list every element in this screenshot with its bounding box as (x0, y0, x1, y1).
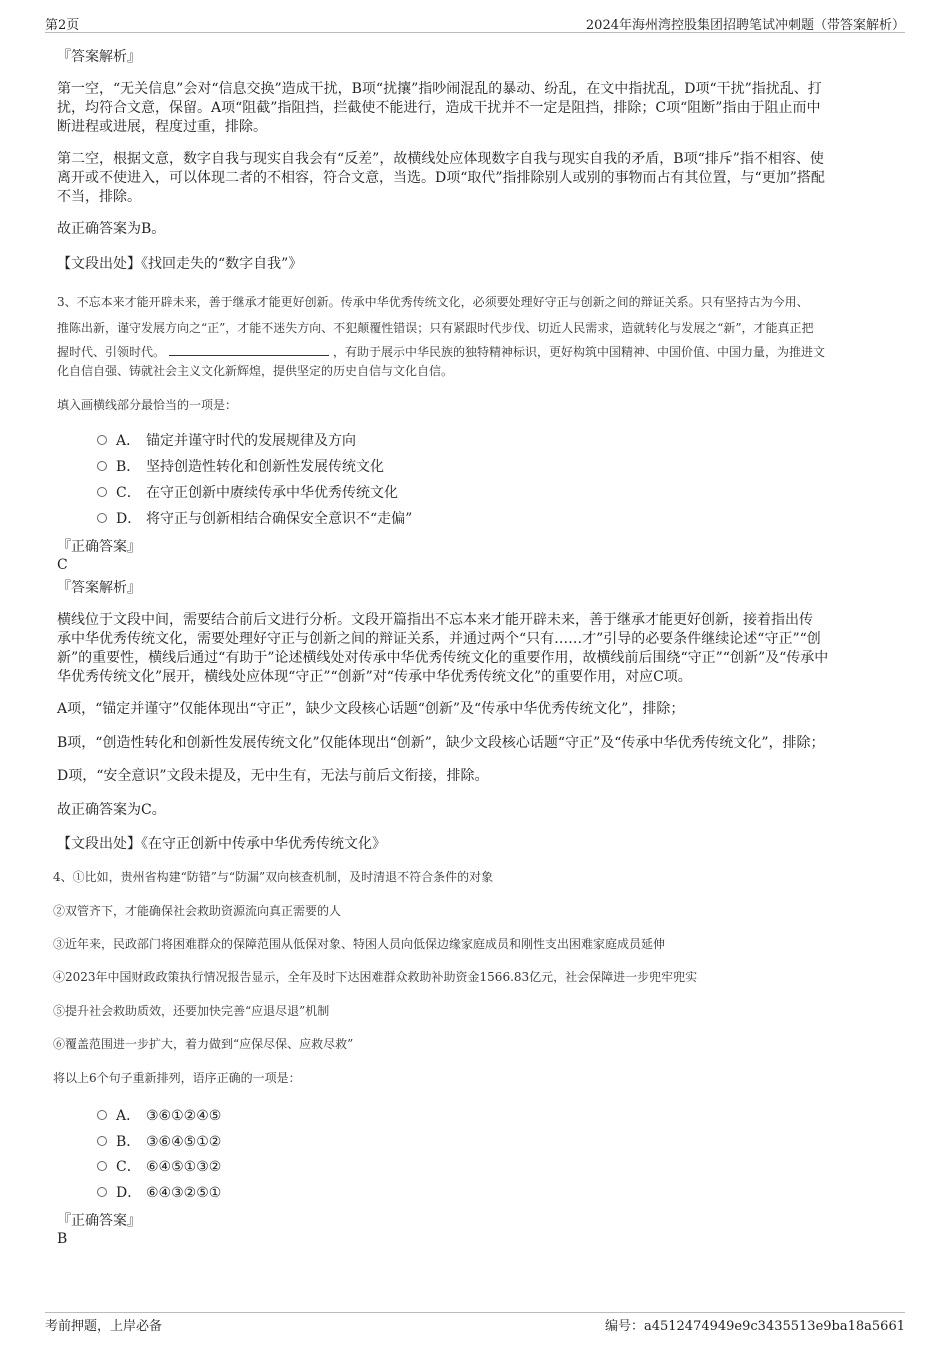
page-footer (45, 1312, 905, 1335)
radio-icon[interactable] (97, 461, 107, 471)
q4-sentence-4: ④2023年中国财政政策执行情况报告显示，全年及时下达困难群众救助补助资金1566.83亿元，社会保障进一步兜牢兜实 (53, 970, 698, 984)
q4-option-b[interactable]: B． ③⑥④⑤①② (97, 1133, 221, 1151)
q2-source: 【文段出处】《找回走失的“数字自我”》 (57, 256, 303, 272)
radio-icon[interactable] (97, 1110, 107, 1120)
radio-icon[interactable] (97, 513, 107, 523)
q3-note-b: B项，“创造性转化和创新性发展传统文化”仅能体现出“创新”，缺少文段核心话题“守正”及“传承中华优秀传统文化”，排除； (57, 735, 825, 751)
document-title: 2024年海州湾控股集团招聘笔试冲刺题（带答案解析） (585, 18, 905, 33)
q2-analysis-p2-line1: 第二空，根据文意，数字自我与现实自我会有“反差”，故横线处应体现数字自我与现实自我的矛盾，B项“排斥”指不相容、使 (57, 151, 824, 167)
q2-analysis-p2-line2: 离开或不使进入，可以体现二者的不相容，符合文意，当选。D项“取代”指排除别人或别的事物而占有其位置，与“更加”搭配 (57, 170, 825, 186)
page-number: 第2页 (45, 18, 80, 33)
fill-in-blank (169, 343, 329, 356)
q3-source: 【文段出处】《在守正创新中传承中华优秀传统文化》 (57, 836, 386, 852)
q2-analysis-p1-line2: 扰，均符合文意，保留。A项“阻截”指阻挡，拦截使不能进行，造成干扰并不一定是阻挡，排除；C项“阻断”指由于阻止而中 (57, 100, 821, 116)
q3-stem-line4: 化自信自强、铸就社会主义文化新辉煌，提供坚定的历史自信与文化自信。 (57, 364, 454, 378)
footer-slogan: 考前押题，上岸必备 (45, 1319, 163, 1334)
radio-icon[interactable] (97, 487, 107, 497)
q4-option-c[interactable]: C． ⑥④⑤①③② (97, 1158, 221, 1176)
q3-option-d[interactable]: D． 将守正与创新相结合确保安全意识不“走偏” (97, 510, 412, 528)
q3-conclusion: 故正确答案为C。 (57, 802, 166, 818)
q4-sentence-5: ⑤提升社会救助质效，还要加快完善“应退尽退”机制 (53, 1004, 330, 1018)
q3-analysis-line3: 新”的重要性，横线后通过“有助于”论述横线处对传承中华优秀传统文化的重要作用，故横线前后围绕“守正”“创新”及“传承中 (57, 650, 829, 666)
q3-option-c[interactable]: C． 在守正创新中赓续传承中华优秀传统文化 (97, 484, 398, 502)
q2-analysis-p1-line1: 第一空，“无关信息”会对“信息交换”造成干扰，B项“扰攘”指吵闹混乱的暴动、纷乱，在文中指扰乱，D项“干扰”指扰乱、打 (57, 81, 822, 97)
q4-option-d[interactable]: D． ⑥④③②⑤① (97, 1184, 221, 1202)
q4-sentence-1: 4、①比如，贵州省构建“防错”与“防漏”双向核查机制，及时清退不符合条件的对象 (53, 870, 494, 884)
q4-sentence-6: ⑥覆盖范围进一步扩大，着力做到“应保尽保、应救尽救” (53, 1037, 354, 1051)
q3-option-b[interactable]: B． 坚持创造性转化和创新性发展传统文化 (97, 458, 384, 476)
q2-conclusion: 故正确答案为B。 (57, 221, 166, 237)
radio-icon[interactable] (97, 1161, 107, 1171)
q3-note-a: A项，“锚定并谨守”仅能体现出“守正”，缺少文段核心话题“创新”及“传承中华优秀传统文化”，排除； (57, 701, 685, 717)
q4-option-a[interactable]: A． ③⑥①②④⑤ (97, 1107, 221, 1125)
q3-analysis-line1: 横线位于文段中间，需要结合前后文进行分析。文段开篇指出不忘本来才能开辟未来，善于继承才能更好创新，接着指出传 (57, 612, 813, 628)
q3-correct-answer: C (57, 557, 68, 573)
q3-stem-line3-start: 握时代、引领时代。 (57, 345, 166, 359)
q4-correct-answer: B (57, 1231, 68, 1247)
q3-correct-label: 『正确答案』 (57, 539, 141, 555)
radio-icon[interactable] (97, 1187, 107, 1197)
q2-analysis-p1-line3: 断进程或进展，程度过重，排除。 (57, 119, 267, 135)
q3-note-d: D项，“安全意识”文段未提及，无中生有，无法与前后文衔接，排除。 (57, 768, 489, 784)
q2-analysis-label: 『答案解析』 (57, 49, 141, 65)
q3-stem-line3 (57, 343, 825, 362)
q4-sentence-2: ②双管齐下，才能确保社会救助资源流向真正需要的人 (53, 904, 342, 918)
q3-analysis-line4: 华优秀传统文化”展开，横线处应体现“守正”“创新”对“传承中华优秀传统文化”的重要作用，对应C项。 (57, 669, 692, 685)
q4-correct-label: 『正确答案』 (57, 1213, 141, 1229)
q3-analysis-label: 『答案解析』 (57, 580, 141, 596)
q3-stem-line3-end: ，有助于展示中华民族的独特精神标识，更好构筑中国精神、中国价值、中国力量，为推进文 (333, 345, 826, 359)
radio-icon[interactable] (97, 1136, 107, 1146)
page-header (45, 12, 905, 33)
radio-icon[interactable] (97, 435, 107, 445)
q3-prompt: 填入画横线部分最恰当的一项是： (57, 398, 238, 412)
q3-option-a[interactable]: A． 锚定并谨守时代的发展规律及方向 (97, 432, 356, 450)
q3-analysis-line2: 承中华优秀传统文化，需要处理好守正与创新之间的辩证关系，并通过两个“只有……才”引导的必要条件继续论述“守正”“创 (57, 631, 821, 647)
document-id: 编号：a4512474949e9c3435513e9ba18a5661 (604, 1319, 905, 1334)
q2-analysis-p2-line3: 不当，排除。 (57, 189, 141, 205)
q4-prompt: 将以上6个句子重新排列，语序正确的一项是： (53, 1071, 301, 1085)
q4-sentence-3: ③近年来，民政部门将困难群众的保障范围从低保对象、特困人员向低保边缘家庭成员和刚性支出困难家庭成员延伸 (53, 937, 666, 951)
q3-stem-line2: 推陈出新，谨守发展方向之“正”，才能不迷失方向、不犯颠覆性错误；只有紧跟时代步伐、切近人民需求，造就转化与发展之“新”，才能真正把 (57, 321, 814, 335)
q3-stem-line1: 3、不忘本来才能开辟未来，善于继承才能更好创新。传承中华优秀传统文化，必须要处理好守正与创新之间的辩证关系。只有坚持古为今用、 (57, 295, 809, 309)
